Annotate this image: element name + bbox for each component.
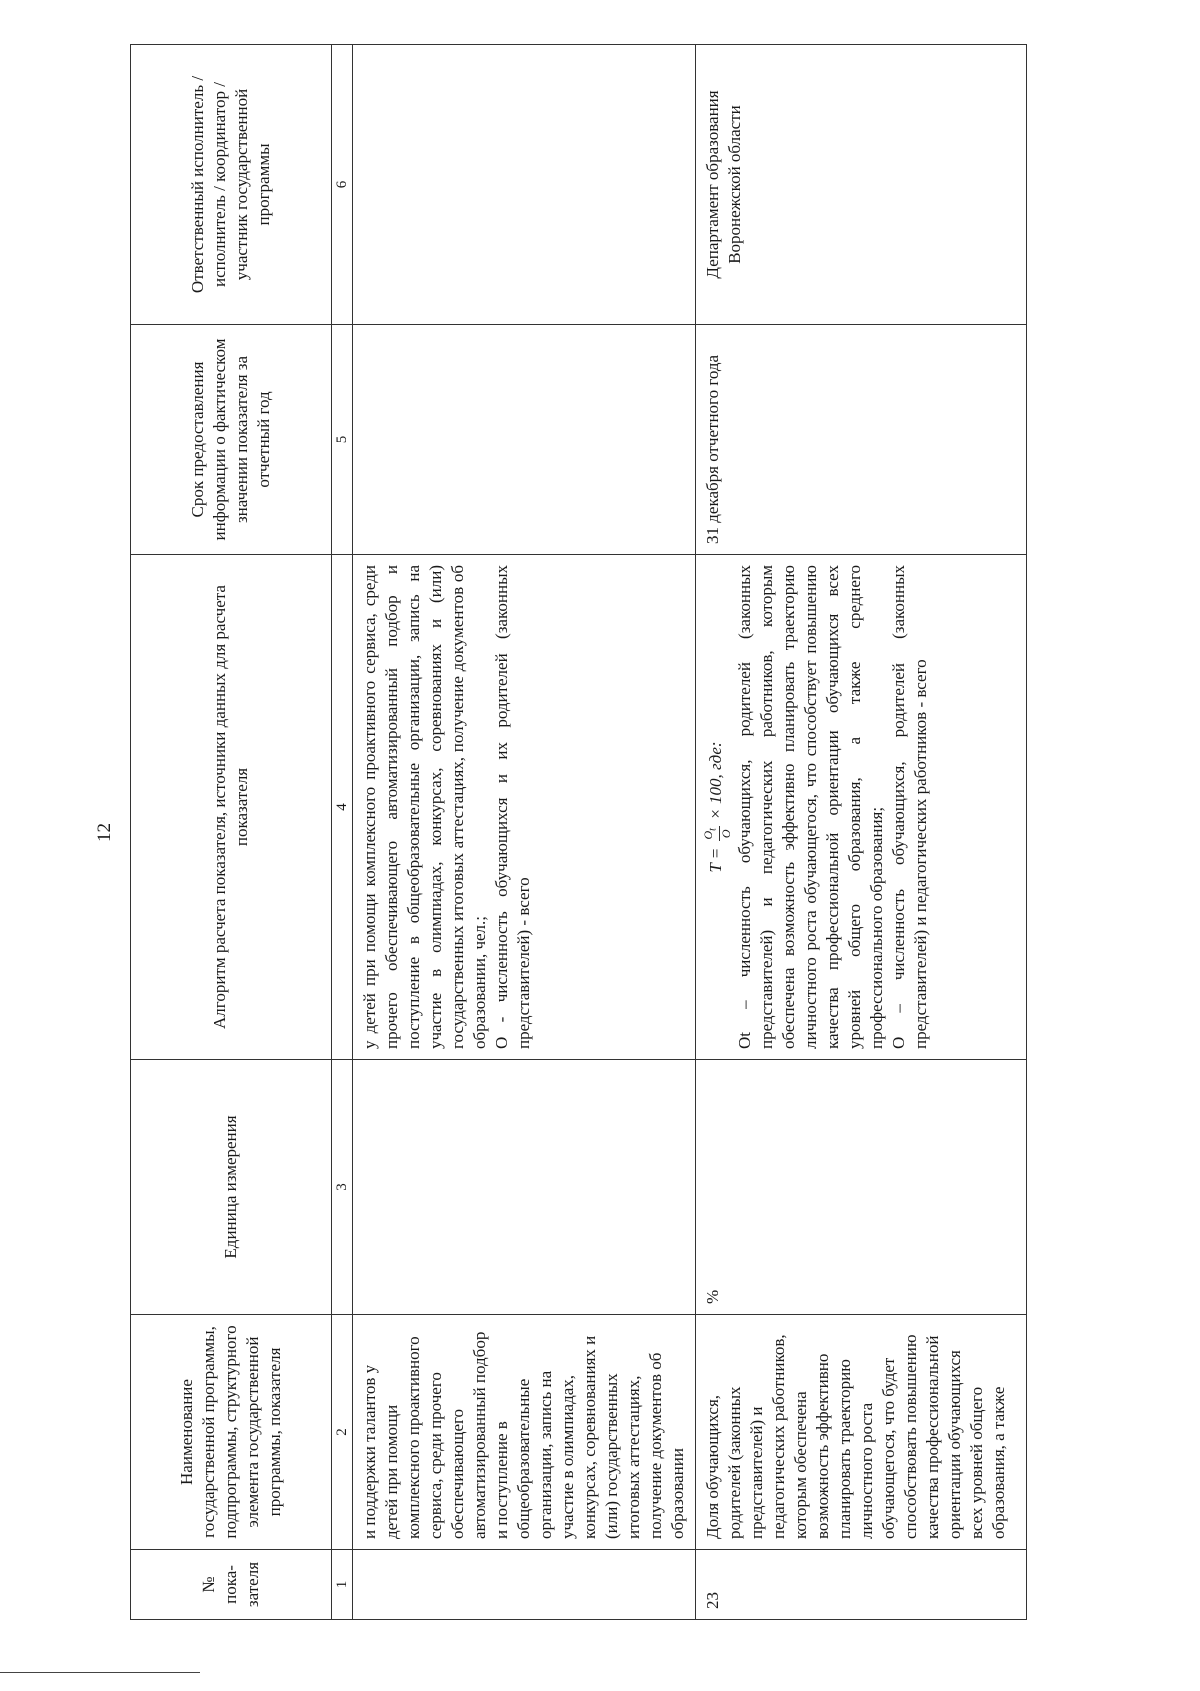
formula-lhs: T = xyxy=(706,847,726,873)
formula-fraction xyxy=(702,826,732,841)
column-number: 3 xyxy=(332,1060,353,1315)
algorithm-text-total: О – численность обучающихся, родителей (законных представителей) и педагогических работников - всего xyxy=(889,565,931,1049)
column-number: 4 xyxy=(332,555,353,1060)
indicator-responsible: Департамент образования Воронежской области xyxy=(696,45,1027,325)
column-number: 6 xyxy=(332,45,353,325)
table-row xyxy=(353,45,696,1620)
page-number: 12 xyxy=(94,823,115,842)
algorithm-text: у детей при помощи комплексного проактивного сервиса, среди прочего обеспечивающего автоматизированный подбор и поступление в общеобразовательные организации, запись на участие в олимпиадах, конкурсах, соревнованиях и (или) государственных итоговых аттестациях, получение документов об образовании, чел.; xyxy=(360,565,489,1049)
formula xyxy=(702,565,732,1049)
fraction-numerator: $O_t$ xyxy=(701,828,719,840)
column-number: 5 xyxy=(332,325,353,555)
indicator-name: и поддержки талантов у детей при помощи комплексного проактивного сервиса, среди прочего обеспечивающего автоматизированный подбор и поступление в общеобразовательные организации, запись на участие в олимпиадах, конкурсах, соревнованиях и (или) государственных итоговых аттестациях, получение документов об образовании xyxy=(353,1315,696,1550)
row-number: 23 xyxy=(696,1550,1027,1620)
header-unit: Единица измерения xyxy=(131,1060,332,1315)
indicator-responsible xyxy=(353,45,696,325)
indicators-table xyxy=(130,44,1027,1620)
indicator-deadline xyxy=(353,325,696,555)
indicator-unit: % xyxy=(696,1060,1027,1315)
algorithm-text-total: О - численность обучающихся и их родителей (законных представителей) - всего xyxy=(492,565,533,1049)
column-number: 2 xyxy=(332,1315,353,1550)
algorithm-text: Оt – численность обучающихся, родителей (законных представителей) и педагогических работников, которым обеспечена возможность эффективно планировать траекторию личностного роста обучающегося, что способствует повышению качества профессиональной ориентации обучающихся всех уровней общего образования, а также среднего профессионального образования; xyxy=(735,565,887,1049)
header-deadline: Срок предоставления информации о фактическом значении показателя за отчетный год xyxy=(131,325,332,555)
header-algorithm: Алгоритм расчета показателя, источники данных для расчета показателя xyxy=(131,555,332,1060)
formula-rhs: × 100, где: xyxy=(706,741,726,820)
table-header-row xyxy=(131,45,332,1620)
indicator-name: Доля обучающихся, родителей (законных представителей) и педагогических работников, которым обеспечена возможность эффективно планировать траекторию личностного роста обучающегося, что будет способствовать повышению качества профессиональной ориентации обучающихся всех уровней общего образования, а также xyxy=(696,1315,1027,1550)
indicator-algorithm xyxy=(696,555,1027,1060)
header-responsible: Ответственный исполнитель / исполнитель / координатор / участник государственной программы xyxy=(131,45,332,325)
row-number xyxy=(353,1550,696,1620)
indicator-deadline: 31 декабря отчетного года xyxy=(696,325,1027,555)
column-numbers-row xyxy=(332,45,353,1620)
header-number: № пока-зателя xyxy=(131,1550,332,1620)
indicator-unit xyxy=(353,1060,696,1315)
fraction-denominator: O xyxy=(719,829,734,839)
rotated-page-content xyxy=(92,45,1122,1620)
table-row xyxy=(696,45,1027,1620)
scan-edge-line xyxy=(0,1672,200,1673)
header-name: Наименование государственной программы, подпрограммы, структурного элемента государственной программы, показателя xyxy=(131,1315,332,1550)
column-number: 1 xyxy=(332,1550,353,1620)
indicator-algorithm xyxy=(353,555,696,1060)
